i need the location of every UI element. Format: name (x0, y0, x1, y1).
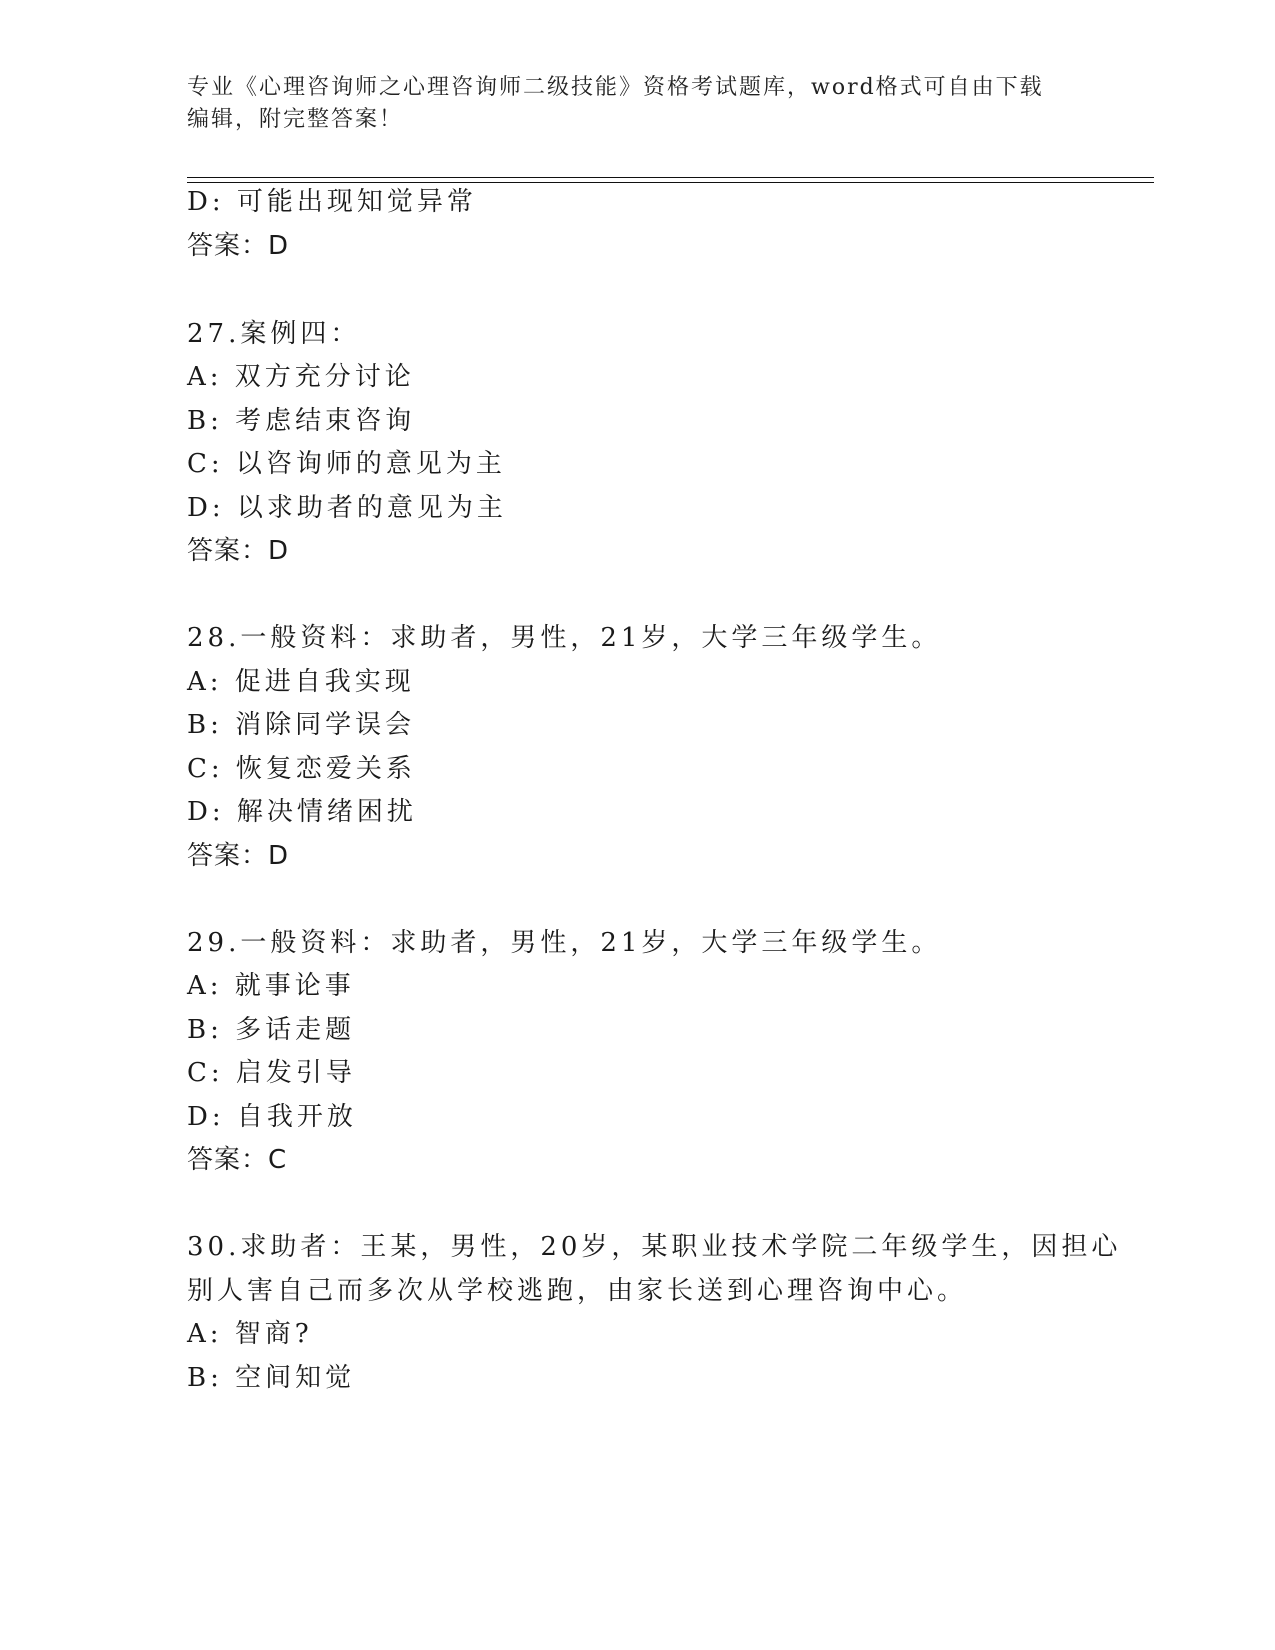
q27-stem: 27.案例四： (187, 319, 361, 349)
q29-answer: 答案：C (187, 1145, 288, 1175)
q26-answer: 答案：D (187, 231, 290, 261)
q27-option-b: B: 考虑结束咨询 (187, 406, 416, 436)
q28-option-d: D: 解决情绪困扰 (187, 797, 417, 827)
header-line-2: 编辑，附完整答案！ (187, 107, 404, 132)
q26-option-d: D: 可能出现知觉异常 (187, 187, 477, 217)
q28-answer: 答案：D (187, 841, 290, 871)
q29-option-c: C: 启发引导 (187, 1058, 356, 1088)
header-divider-bottom (187, 182, 1154, 183)
header-divider-top (187, 177, 1154, 178)
q28-option-b: B: 消除同学误会 (187, 710, 416, 740)
header-line-1: 专业《心理咨询师之心理咨询师二级技能》资格考试题库，word格式可自由下载 (187, 75, 1044, 100)
q30-stem-line-1: 30.求助者：王某，男性，20岁，某职业技术学院二年级学生，因担心 (187, 1232, 1122, 1262)
q30-option-a: A: 智商? (187, 1319, 313, 1349)
q29-option-b: B: 多话走题 (187, 1015, 356, 1045)
document-header (187, 72, 1087, 136)
q29-option-a: A: 就事论事 (187, 971, 355, 1001)
q27-option-c: C: 以咨询师的意见为主 (187, 449, 506, 479)
q29-stem: 29.一般资料：求助者，男性，21岁，大学三年级学生。 (187, 928, 942, 958)
q27-option-a: A: 双方充分讨论 (187, 362, 415, 392)
q28-option-c: C: 恢复恋爱关系 (187, 754, 416, 784)
q30-stem-line-2: 别人害自己而多次从学校逃跑，由家长送到心理咨询中心。 (187, 1276, 968, 1306)
q28-option-a: A: 促进自我实现 (187, 667, 415, 697)
q29-option-d: D: 自我开放 (187, 1102, 357, 1132)
q27-option-d: D: 以求助者的意见为主 (187, 493, 507, 523)
q30-option-b: B: 空间知觉 (187, 1363, 356, 1393)
q28-stem: 28.一般资料：求助者，男性，21岁，大学三年级学生。 (187, 623, 942, 653)
q27-answer: 答案：D (187, 536, 290, 566)
